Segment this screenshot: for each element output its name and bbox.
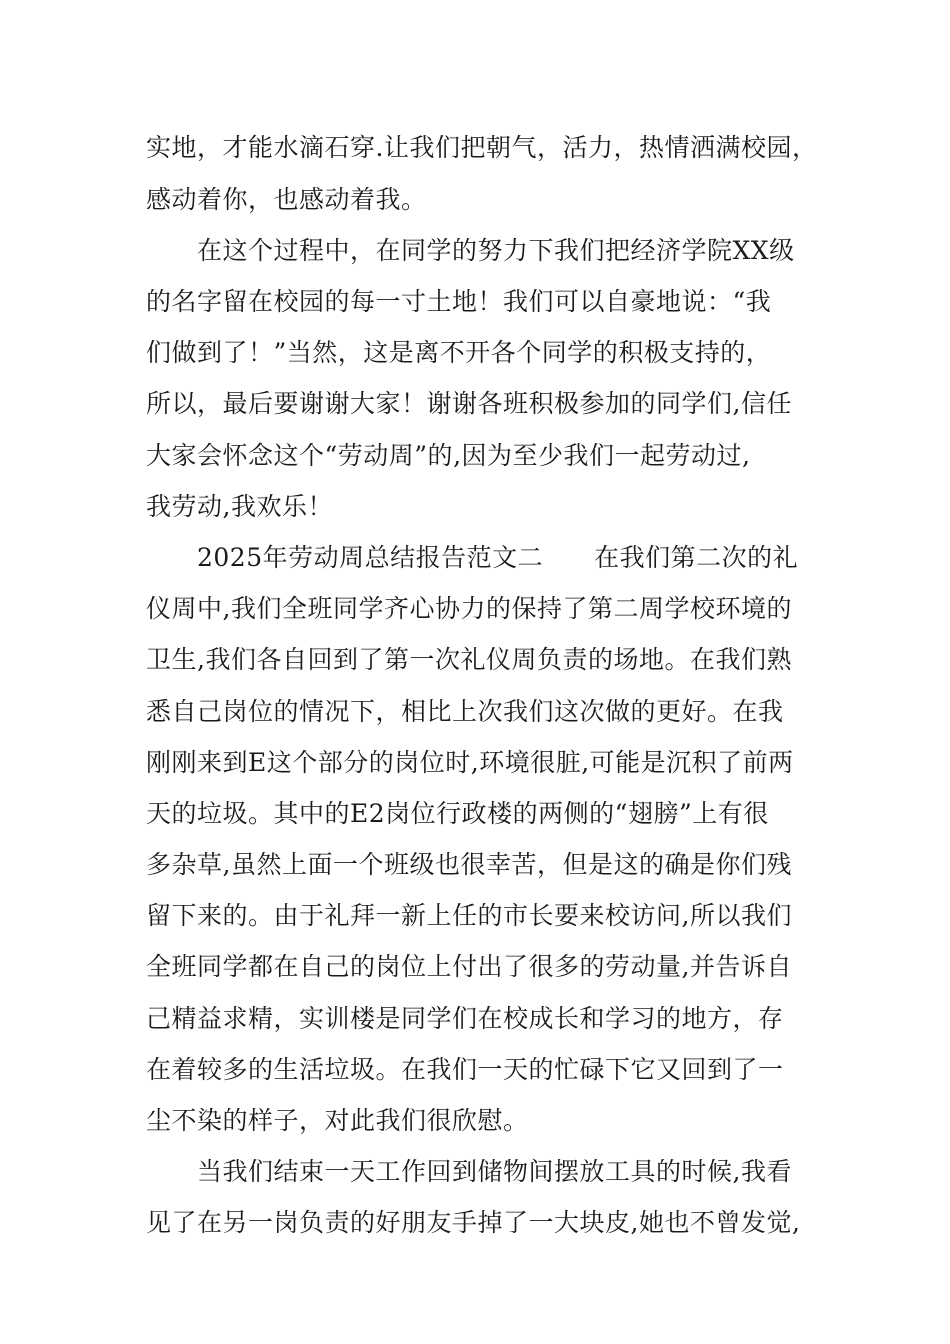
section-heading-line: 2025年劳动周总结报告范文二 在我们第二次的礼 — [197, 543, 799, 572]
text-line: 尘不染的样子，对此我们很欣慰。 — [146, 1106, 529, 1135]
text-line: 多杂草,虽然上面一个班级也很幸苦，但是这的确是你们残 — [146, 850, 792, 879]
text-line: 己精益求精，实训楼是同学们在校成长和学习的地方，存 — [146, 1004, 784, 1033]
text-line: 我劳动,我欢乐！ — [146, 492, 333, 521]
text-line: 实地，才能水滴石穿.让我们把朝气，活力，热情洒满校园， — [146, 133, 818, 162]
text-line: 所以，最后要谢谢大家！谢谢各班积极参加的同学们,信任 — [146, 389, 792, 418]
text-line: 留下来的。由于礼拜一新上任的市长要来校访问,所以我们 — [146, 901, 792, 930]
text-line: 刚刚来到E这个部分的岗位时,环境很脏,可能是沉积了前两 — [146, 748, 794, 777]
text-line: 感动着你，也感动着我。 — [146, 185, 427, 214]
text-line: 在着较多的生活垃圾。在我们一天的忙碌下它又回到了一 — [146, 1055, 784, 1084]
text-line: 们做到了！”当然，这是离不开各个同学的积极支持的， — [146, 338, 772, 367]
paragraph-first-line: 当我们结束一天工作回到储物间摆放工具的时候,我看 — [197, 1157, 792, 1186]
text-line: 的名字留在校园的每一寸土地！我们可以自豪地说：“我 — [146, 287, 772, 316]
text-line: 大家会怀念这个“劳动周”的,因为至少我们一起劳动过, — [146, 441, 751, 470]
paragraph-first-line: 在这个过程中，在同学的努力下我们把经济学院XX级 — [197, 236, 795, 265]
text-line: 卫生,我们各自回到了第一次礼仪周负责的场地。在我们熟 — [146, 645, 792, 674]
text-line: 仪周中,我们全班同学齐心协力的保持了第二周学校环境的 — [146, 594, 792, 623]
text-line: 天的垃圾。其中的E2岗位行政楼的两侧的“翅膀”上有很 — [146, 799, 769, 828]
text-line: 悉自己岗位的情况下，相比上次我们这次做的更好。在我 — [146, 697, 784, 726]
text-line: 见了在另一岗负责的好朋友手掉了一大块皮,她也不曾发觉, — [146, 1208, 801, 1237]
text-line: 全班同学都在自己的岗位上付出了很多的劳动量,并告诉自 — [146, 952, 792, 981]
